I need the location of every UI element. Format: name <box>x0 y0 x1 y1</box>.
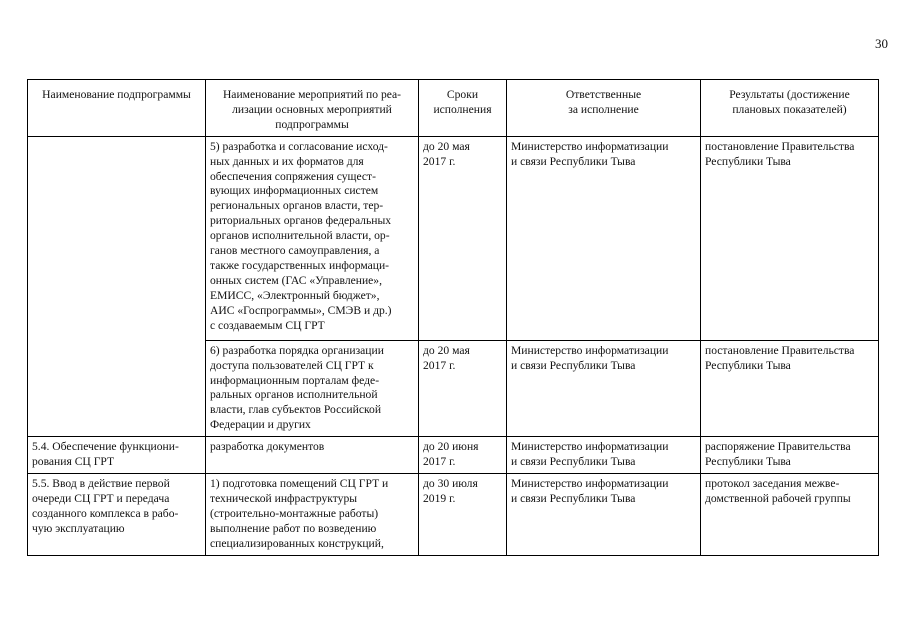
result-cell: постановление Правительства Республики Тыва <box>701 340 879 436</box>
activity-cell: 5) разработка и согласование исход- ных данных и их форматов для обеспечения сопряжения сущест- вующих информационных систем региональных органов власти, тер- риториальных органов федеральных органов исполнительной власти, ор- ганов местного самоуправления, а также государственных информаци- онных систем (ГАС «Управление», ЕМИСС, «Электронный бюджет», АИС «Госпрограммы», СМЭВ и др.) с создаваемым СЦ ГРТ <box>206 136 419 340</box>
result-cell: протокол заседания межве- домственной рабочей группы <box>701 474 879 556</box>
header-subprogram: Наименование подпрограммы <box>28 80 206 137</box>
header-activities: Наименование мероприятий по реа- лизации основных мероприятий подпрограммы <box>206 80 419 137</box>
responsible-cell: Министерство информатизации и связи Республики Тыва <box>507 474 701 556</box>
table-row <box>28 136 879 340</box>
table-row <box>28 474 879 556</box>
page-number: 30 <box>875 36 888 51</box>
table-header-row <box>28 80 879 137</box>
subprogram-cell <box>28 136 206 436</box>
responsible-cell: Министерство информатизации и связи Республики Тыва <box>507 136 701 340</box>
deadline-cell: до 20 июня 2017 г. <box>419 437 507 474</box>
result-cell: распоряжение Правительства Республики Тыва <box>701 437 879 474</box>
result-cell: постановление Правительства Республики Тыва <box>701 136 879 340</box>
header-results: Результаты (достижение плановых показателей) <box>701 80 879 137</box>
activity-cell: 6) разработка порядка организации доступа пользователей СЦ ГРТ к информационным порталам феде- ральных органов исполнительной власти, глав субъектов Российской Федерации и других <box>206 340 419 436</box>
table-row <box>28 437 879 474</box>
deadline-cell: до 20 мая 2017 г. <box>419 340 507 436</box>
header-deadline: Сроки исполнения <box>419 80 507 137</box>
responsible-cell: Министерство информатизации и связи Республики Тыва <box>507 437 701 474</box>
activity-cell: разработка документов <box>206 437 419 474</box>
subprogram-cell: 5.5. Ввод в действие первой очереди СЦ ГРТ и передача созданного комплекса в рабо- чую эксплуатацию <box>28 474 206 556</box>
deadline-cell: до 20 мая 2017 г. <box>419 136 507 340</box>
activities-table <box>27 79 879 556</box>
activity-cell: 1) подготовка помещений СЦ ГРТ и технической инфраструктуры (строительно-монтажные работы) выполнение работ по возведению специализированных конструкций, <box>206 474 419 556</box>
deadline-cell: до 30 июля 2019 г. <box>419 474 507 556</box>
header-responsible: Ответственные за исполнение <box>507 80 701 137</box>
responsible-cell: Министерство информатизации и связи Республики Тыва <box>507 340 701 436</box>
subprogram-cell: 5.4. Обеспечение функциони- рования СЦ ГРТ <box>28 437 206 474</box>
